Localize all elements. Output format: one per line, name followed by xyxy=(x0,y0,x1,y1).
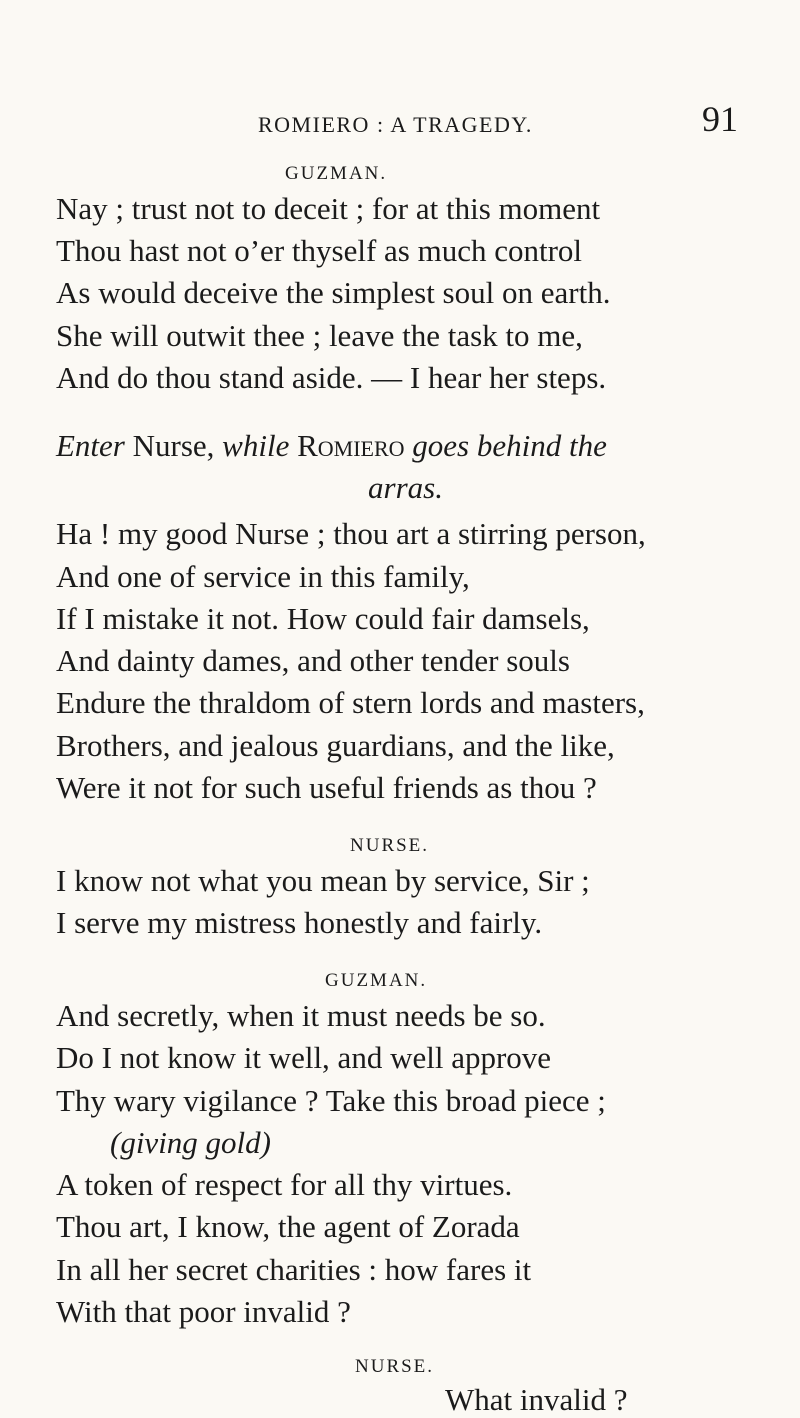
verse-line: And secretly, when it must needs be so. xyxy=(56,998,546,1033)
speaker-nurse: NURSE. xyxy=(355,1356,435,1377)
speaker-guzman: GUZMAN. xyxy=(325,970,428,991)
stage-romiero: Romiero xyxy=(297,428,405,463)
verse-line: And one of service in this family, xyxy=(56,559,470,594)
verse-line: And dainty dames, and other tender souls xyxy=(56,643,570,678)
stage-enter: Enter xyxy=(56,428,125,463)
verse-line: I know not what you mean by service, Sir ; xyxy=(56,863,590,898)
verse-line: If I mistake it not. How could fair damsels, xyxy=(56,601,590,636)
verse-line: And do thou stand aside. — I hear her steps. xyxy=(56,360,607,395)
verse-line: What invalid ? xyxy=(445,1382,628,1417)
verse-line: Brothers, and jealous guardians, and the like, xyxy=(56,728,615,763)
verse-line: Do I not know it well, and well approve xyxy=(56,1040,552,1075)
verse-line: Nay ; trust not to deceit ; for at this moment xyxy=(56,191,601,226)
stage-giving-gold: (giving gold) xyxy=(110,1125,271,1160)
speaker-nurse: NURSE. xyxy=(350,835,430,856)
verse-line: As would deceive the simplest soul on earth. xyxy=(56,275,611,310)
running-title: ROMIERO : A TRAGEDY. xyxy=(258,112,533,137)
verse-line: Thy wary vigilance ? Take this broad piece ; xyxy=(56,1083,606,1118)
verse-line: Endure the thraldom of stern lords and masters, xyxy=(56,685,645,720)
page-header xyxy=(0,98,800,138)
verse-line: Thou hast not o’er thyself as much control xyxy=(56,233,583,268)
stage-direction xyxy=(56,428,607,464)
page-number: 91 xyxy=(702,99,738,139)
verse-line: Thou art, I know, the agent of Zorada xyxy=(56,1209,520,1244)
verse-line: Were it not for such useful friends as thou ? xyxy=(56,770,597,805)
verse-line: Ha ! my good Nurse ; thou art a stirring person, xyxy=(56,516,646,551)
speaker-guzman: GUZMAN. xyxy=(285,163,388,184)
stage-nurse: Nurse, xyxy=(132,428,215,463)
verse-line: She will outwit thee ; leave the task to me, xyxy=(56,318,583,353)
stage-while: while xyxy=(222,428,290,463)
stage-arras: arras. xyxy=(368,470,443,505)
verse-line: I serve my mistress honestly and fairly. xyxy=(56,905,543,940)
verse-line: With that poor invalid ? xyxy=(56,1294,351,1329)
verse-line: In all her secret charities : how fares it xyxy=(56,1252,532,1287)
stage-goes-behind: goes behind the xyxy=(412,428,607,463)
verse-line: A token of respect for all thy virtues. xyxy=(56,1167,513,1202)
